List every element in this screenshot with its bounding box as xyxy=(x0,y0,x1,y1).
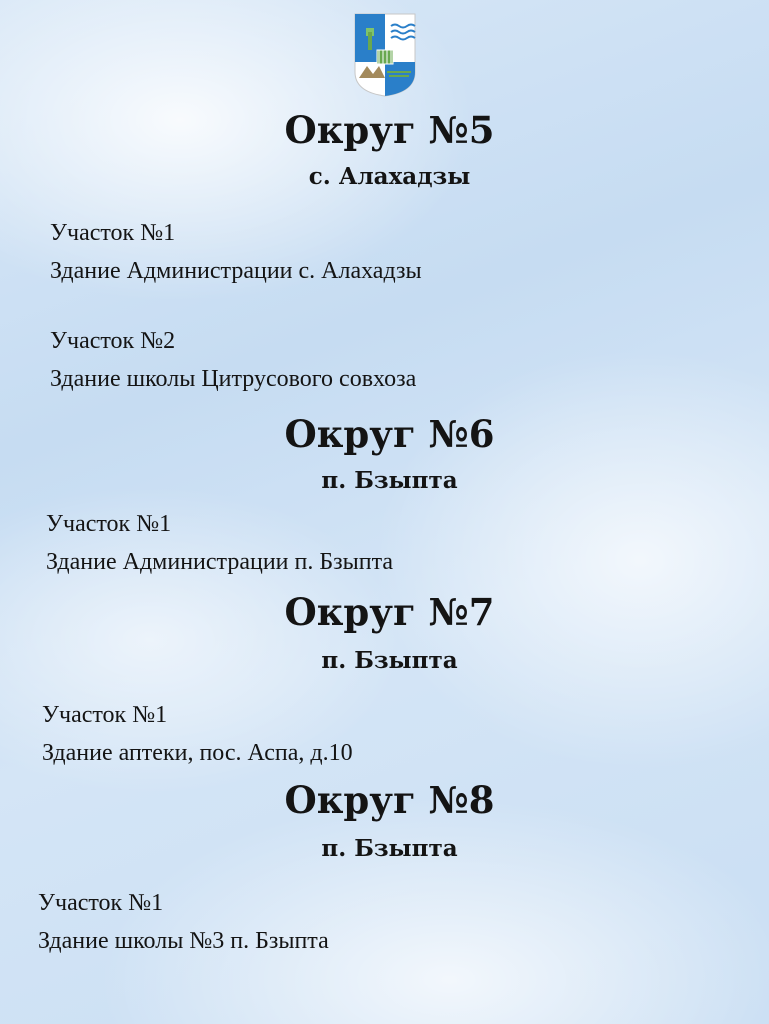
plot-building: Здание Администрации с. Алахадзы xyxy=(50,258,422,284)
plot-6-1 xyxy=(46,505,393,581)
plot-label: Участок №1 xyxy=(42,702,168,728)
plot-label: Участок №1 xyxy=(46,511,172,537)
plot-label: Участок №1 xyxy=(38,890,164,916)
plot-building: Здание школы Цитрусового совхоза xyxy=(50,366,417,392)
district-title-7: Округ №7 xyxy=(284,590,495,634)
plot-7-1 xyxy=(42,696,353,772)
district-place-5: с. Алахадзы xyxy=(308,163,471,190)
district-place-7: п. Бзыпта xyxy=(321,647,458,674)
plot-5-1 xyxy=(50,214,422,290)
plot-building: Здание школы №3 п. Бзыпта xyxy=(38,928,329,954)
plot-5-2 xyxy=(50,322,416,398)
coat-of-arms-emblem xyxy=(353,12,417,98)
plot-building: Здание аптеки, пос. Аспа, д.10 xyxy=(42,740,353,766)
district-title-6: Округ №6 xyxy=(284,412,495,456)
district-title-5: Округ №5 xyxy=(284,108,495,152)
plot-building: Здание Администрации п. Бзыпта xyxy=(46,549,394,575)
district-title-8: Округ №8 xyxy=(284,778,495,822)
plot-label: Участок №1 xyxy=(50,220,176,246)
district-place-6: п. Бзыпта xyxy=(321,467,458,494)
plot-label: Участок №2 xyxy=(50,328,176,354)
district-place-8: п. Бзыпта xyxy=(321,835,458,862)
plot-8-1 xyxy=(38,884,329,960)
